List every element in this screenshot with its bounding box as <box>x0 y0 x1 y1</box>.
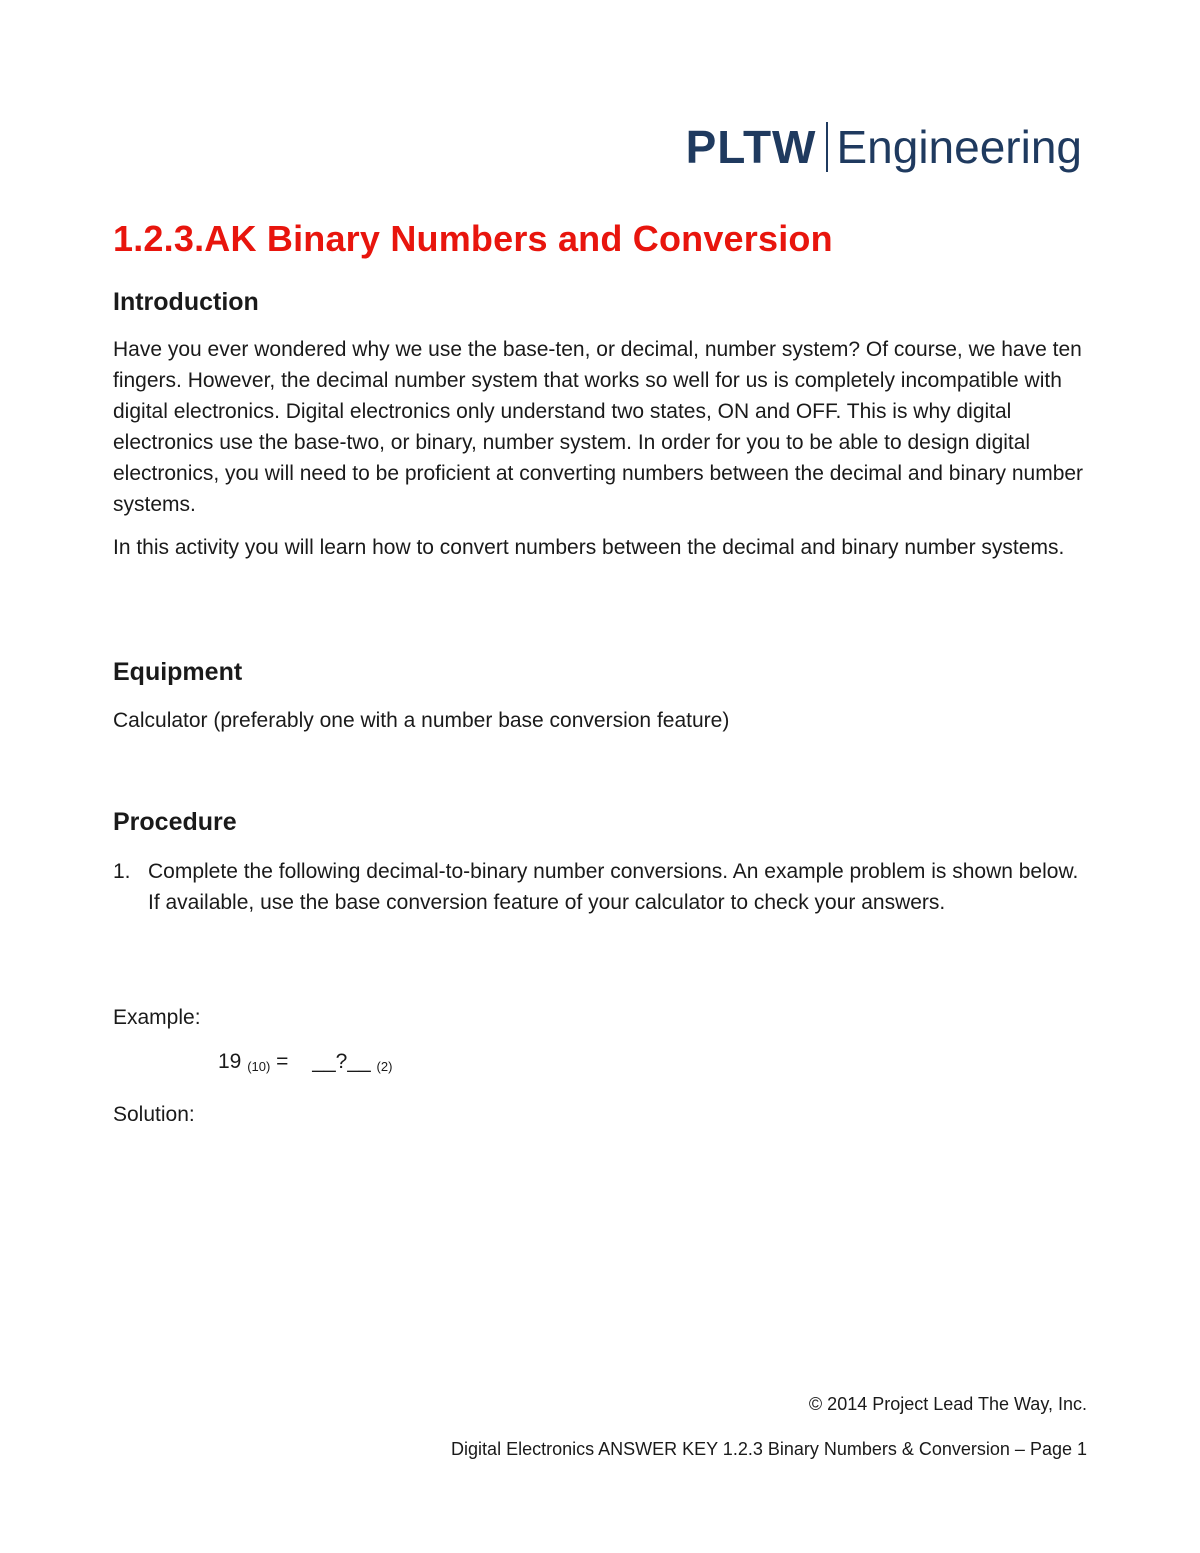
introduction-paragraph-2: In this activity you will learn how to convert numbers between the decimal and binary number systems. <box>113 536 1065 559</box>
footer-copyright: © 2014 Project Lead The Way, Inc. <box>808 1394 1087 1414</box>
logo-divider <box>826 122 828 172</box>
logo-word: Engineering <box>836 121 1082 173</box>
introduction-paragraph-1: Have you ever wondered why we use the base-ten, or decimal, number system? Of course, we have ten fingers. However, the decimal number system that works so well for us is completely incompatible with digital electronics. Digital electronics only understand two states, ON and OFF. This is why digital electronics use the base-two, or binary, number system. In order for you to be able to design digital electronics, you will need to be proficient at converting numbers between the decimal and binary number systems. <box>113 338 1084 516</box>
example-equals: = <box>276 1050 289 1073</box>
example-equation <box>218 1046 392 1082</box>
example-label: Example: <box>113 1006 201 1029</box>
pltw-engineering-logo <box>686 122 1082 172</box>
introduction-heading: Introduction <box>113 288 259 316</box>
equipment-item: Calculator (preferably one with a number base conversion feature) <box>113 709 730 732</box>
document-title: 1.2.3.AK Binary Numbers and Conversion <box>113 218 833 259</box>
example-base-out: (2) <box>376 1059 393 1074</box>
procedure-step-1 <box>113 856 1088 918</box>
equipment-heading: Equipment <box>113 658 243 686</box>
example-blank: __?__ <box>312 1050 371 1073</box>
procedure-step-text: Complete the following decimal-to-binary number conversions. An example problem is shown below. If available, use the base conversion feature of your calculator to check your answers. <box>148 860 1079 914</box>
example-base-in: (10) <box>247 1059 271 1074</box>
solution-label: Solution: <box>113 1103 195 1126</box>
procedure-heading: Procedure <box>113 808 237 836</box>
footer-page-info: Digital Electronics ANSWER KEY 1.2.3 Binary Numbers & Conversion – Page 1 <box>451 1439 1087 1459</box>
logo-mark: PLTW <box>685 121 817 173</box>
example-decimal-value: 19 <box>218 1050 242 1073</box>
procedure-step-number: 1. <box>113 860 131 883</box>
